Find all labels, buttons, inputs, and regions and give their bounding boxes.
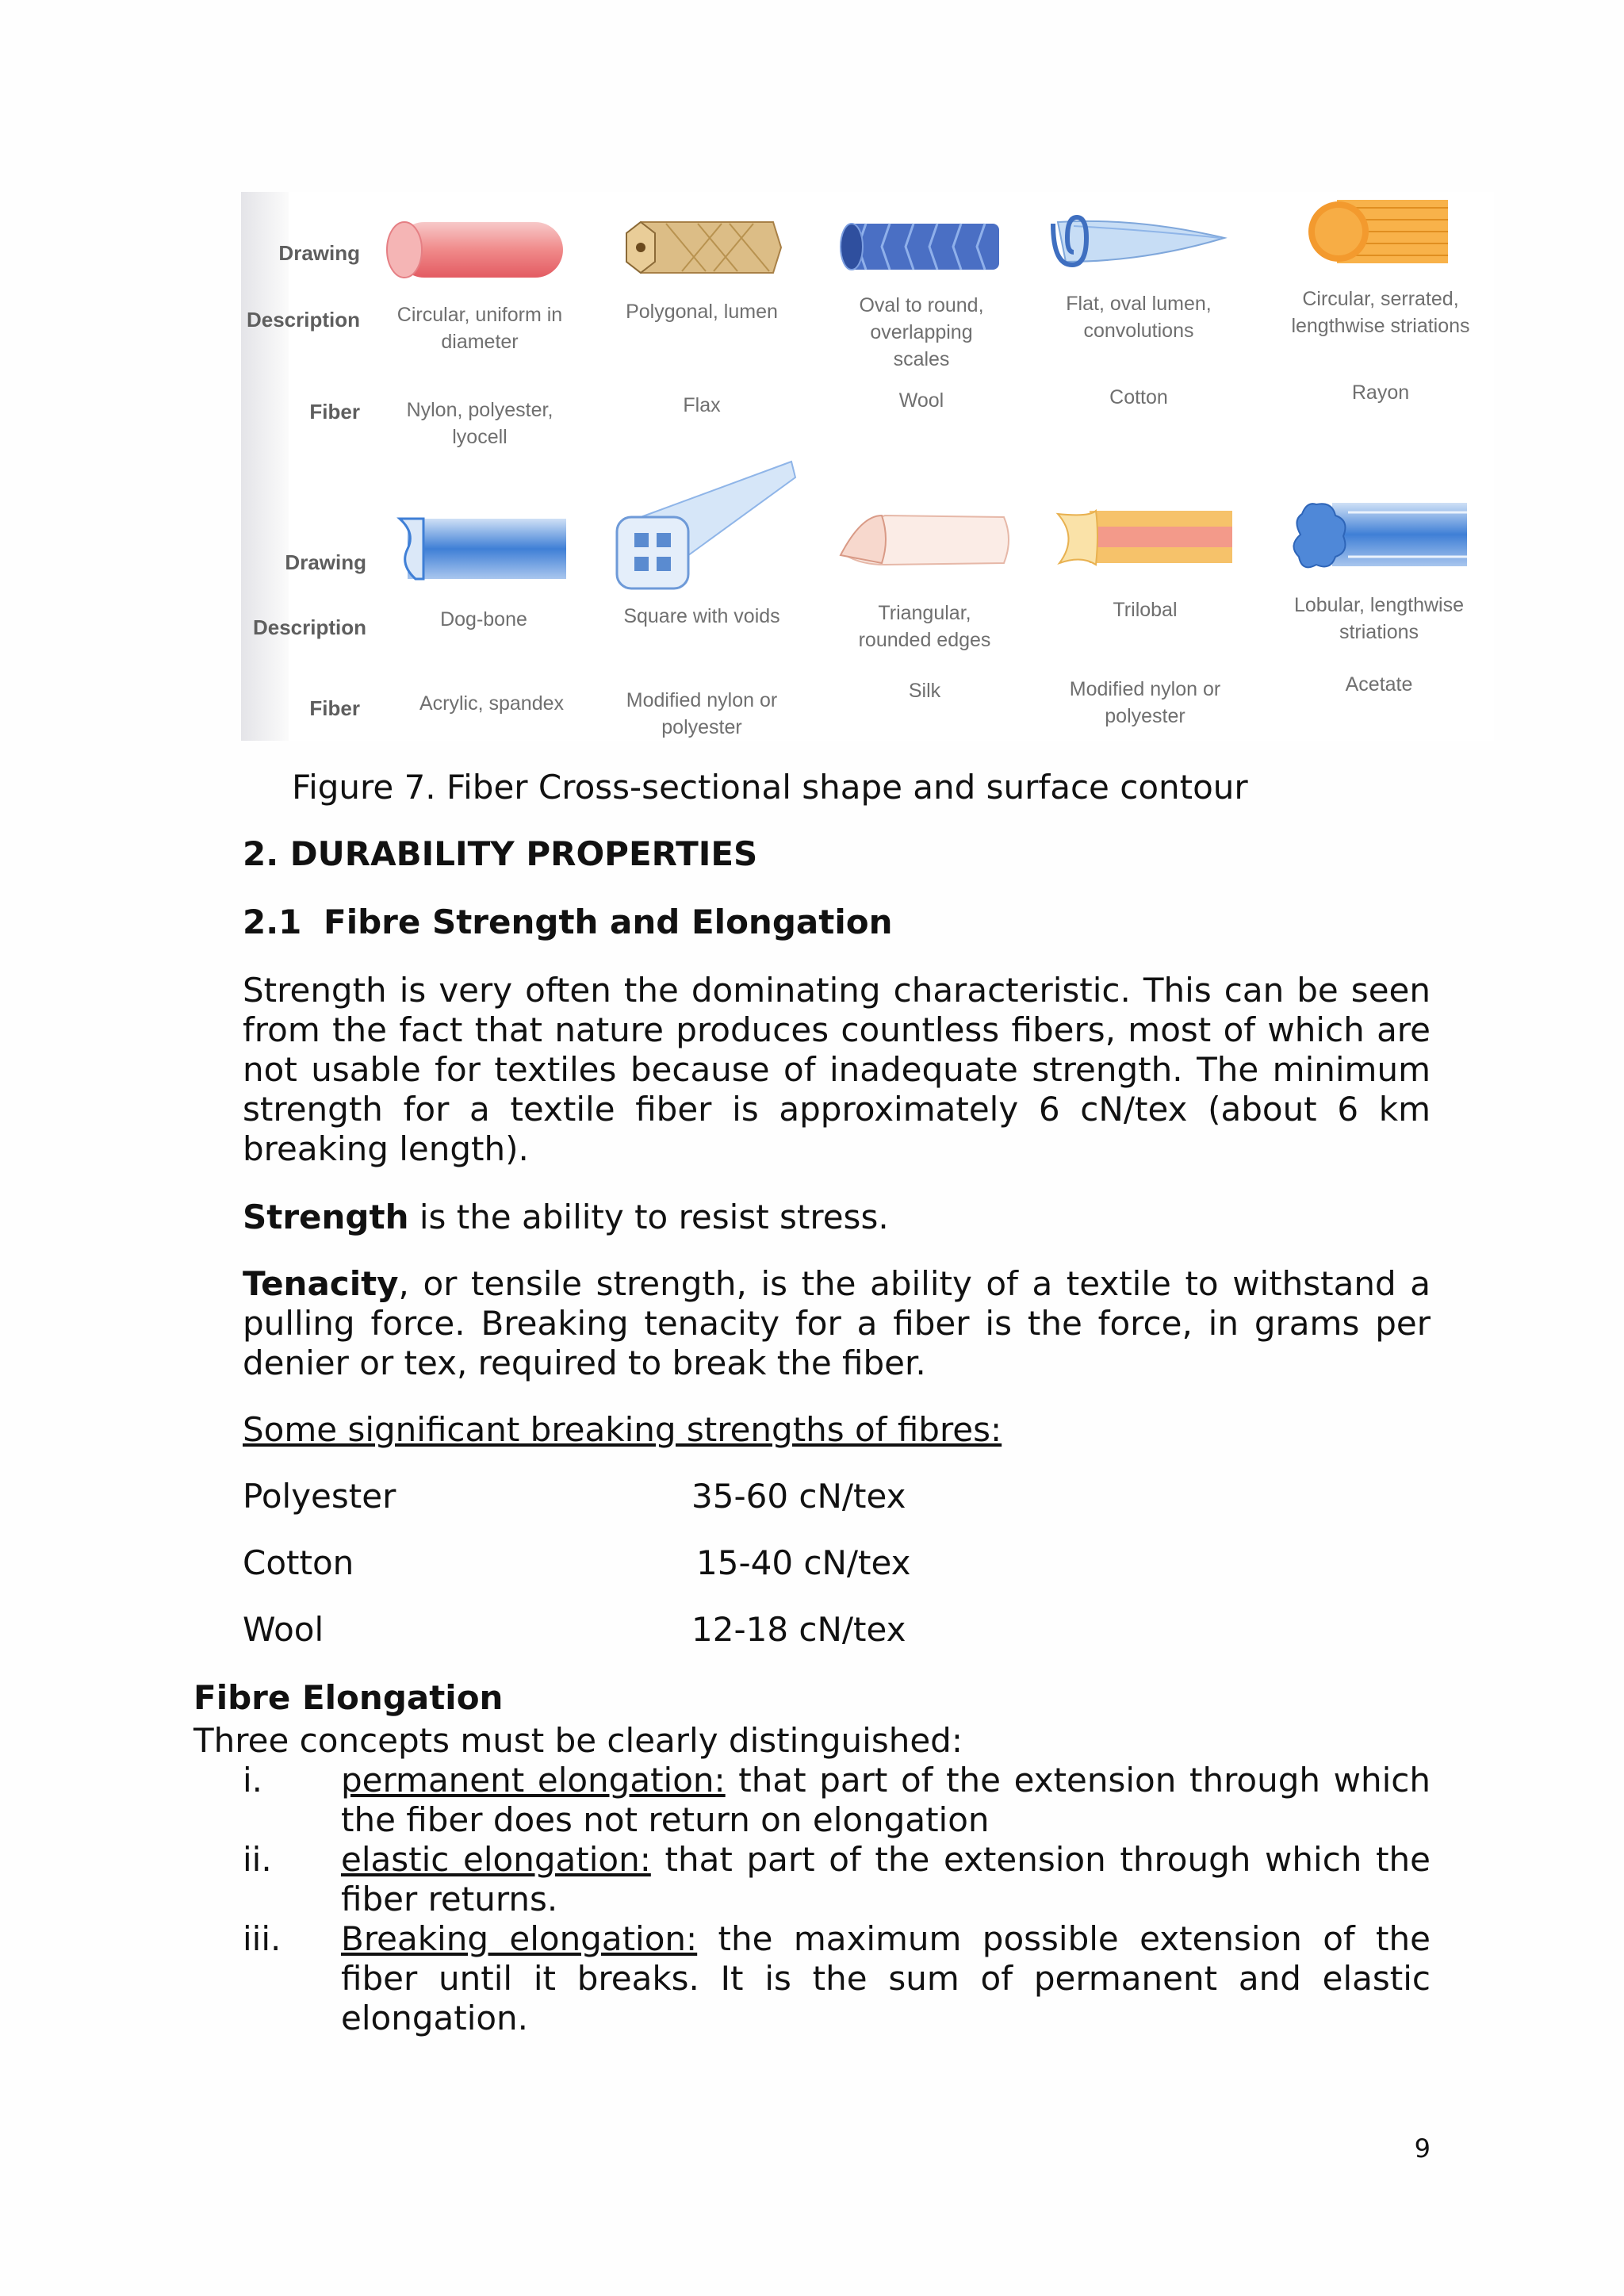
- concept-term: permanent elongation:: [341, 1761, 726, 1800]
- figure-caption: Figure 7. Fiber Cross-sectional shape and surface contour: [292, 768, 1248, 807]
- list-number: i.: [243, 1761, 263, 1800]
- breaking-strengths-heading: Some significant breaking strengths of fibres:: [243, 1410, 1002, 1449]
- strength-def-text: is the ability to resist stress.: [408, 1198, 889, 1236]
- row2-desc-5: Lobular, lengthwise striations: [1293, 594, 1465, 643]
- row1-desc-4: Flat, oval lumen, convolutions: [1066, 293, 1212, 342]
- strength-term: Strength: [243, 1198, 409, 1236]
- row2-fiber-1: Acrylic, spandex: [419, 692, 565, 715]
- row1-description-label: Description: [246, 308, 360, 332]
- concept-text: that part of the extension through which the fiber returns.: [341, 1840, 1431, 1918]
- concept-text: that part of the extension through which the fiber does not return on elongation: [341, 1761, 1431, 1839]
- fiber-cross-section-figure: [241, 192, 1494, 741]
- strength-fibre-name: Wool: [243, 1610, 324, 1649]
- flat-fiber-icon: [1042, 206, 1232, 278]
- list-number: ii.: [243, 1840, 272, 1879]
- row1-fiber-5: Rayon: [1351, 381, 1410, 404]
- concept-elastic-elongation: [341, 1840, 1431, 1919]
- elongation-heading: Fibre Elongation: [193, 1678, 504, 1717]
- strength-fibre-value: 12-18 cN/tex: [691, 1610, 906, 1649]
- row1-desc-3: Oval to round, overlapping scales: [859, 294, 984, 370]
- page-number: 9: [1414, 2133, 1431, 2164]
- row2-fiber-2: Modified nylon or polyester: [626, 689, 778, 738]
- strength-fibre-value: 35-60 cN/tex: [691, 1477, 906, 1516]
- triangular-fiber-icon: [829, 508, 1020, 579]
- section-heading: 2. DURABILITY PROPERTIES: [243, 834, 758, 873]
- row1-fiber-2: Flax: [683, 394, 721, 416]
- polygonal-fiber-icon: [619, 216, 785, 279]
- row1-fiber-1: Nylon, polyester, lyocell: [406, 399, 553, 448]
- row1-desc-1: Circular, uniform in diameter: [396, 304, 563, 353]
- circular-fiber-icon: [381, 214, 579, 286]
- row2-drawing-label: Drawing: [285, 550, 366, 574]
- strength-fibre-name: Polyester: [243, 1477, 396, 1516]
- subsection-title: Fibre Strength and Elongation: [324, 903, 893, 941]
- strength-intro-paragraph: Strength is very often the dominating characteristic. This can be seen from the fact that nature produces countless fibers, most of which are not usable for textiles because of inadequate strength. The minimum strength for a textile fiber is approximately 6 cN/tex (about 6 km breaking length).: [243, 971, 1431, 1168]
- concept-term: Breaking elongation:: [341, 1919, 698, 1958]
- row2-fiber-label: Fiber: [309, 696, 360, 720]
- tenacity-def-text: , or tensile strength, is the ability of a textile to withstand a pulling force. Breaking tenacity for a fiber is the force, in grams per denier or tex, required to break the fiber.: [243, 1264, 1431, 1382]
- strength-definition: [243, 1198, 1431, 1237]
- row2-desc-2: Square with voids: [623, 605, 780, 627]
- tenacity-definition: [243, 1264, 1431, 1383]
- concept-breaking-elongation: [341, 1919, 1431, 2038]
- serrated-fiber-icon: [1297, 192, 1456, 279]
- row2-desc-1: Dog-bone: [440, 608, 527, 631]
- lobular-fiber-icon: [1293, 496, 1475, 576]
- row2-fiber-3: Silk: [908, 680, 941, 702]
- list-number: iii.: [243, 1919, 282, 1958]
- concept-term: elastic elongation:: [341, 1840, 651, 1879]
- row1-drawing-label: Drawing: [278, 241, 360, 265]
- row2-description-label: Description: [252, 615, 366, 639]
- row1-desc-5: Circular, serrated, lengthwise striations: [1291, 288, 1470, 337]
- figure-binding-shadow: [241, 192, 289, 741]
- row2-fiber-4: Modified nylon or polyester: [1069, 678, 1221, 727]
- dogbone-fiber-icon: [392, 509, 574, 588]
- scaled-fiber-icon: [834, 216, 1009, 279]
- row1-fiber-3: Wool: [898, 389, 944, 412]
- subsection-number: 2.1: [243, 903, 302, 941]
- concept-text: the maximum possible extension of the fiber until it breaks. It is the sum of permanent and elastic elongation.: [341, 1919, 1431, 2037]
- concept-permanent-elongation: [341, 1761, 1431, 1840]
- strength-fibre-name: Cotton: [243, 1543, 354, 1582]
- strength-fibre-value: 15-40 cN/tex: [696, 1543, 911, 1582]
- row2-desc-4: Trilobal: [1113, 599, 1178, 621]
- tenacity-term: Tenacity: [243, 1264, 399, 1303]
- row1-desc-2: Polygonal, lumen: [626, 301, 778, 323]
- row2-desc-3: Triangular, rounded edges: [858, 602, 991, 651]
- row1-fiber-label: Fiber: [309, 400, 360, 424]
- row2-fiber-5: Acetate: [1345, 673, 1413, 696]
- elongation-intro: Three concepts must be clearly distinguished:: [193, 1721, 963, 1760]
- square-voids-fiber-icon: [609, 454, 799, 596]
- trilobal-fiber-icon: [1050, 503, 1240, 574]
- row1-fiber-4: Cotton: [1109, 386, 1168, 408]
